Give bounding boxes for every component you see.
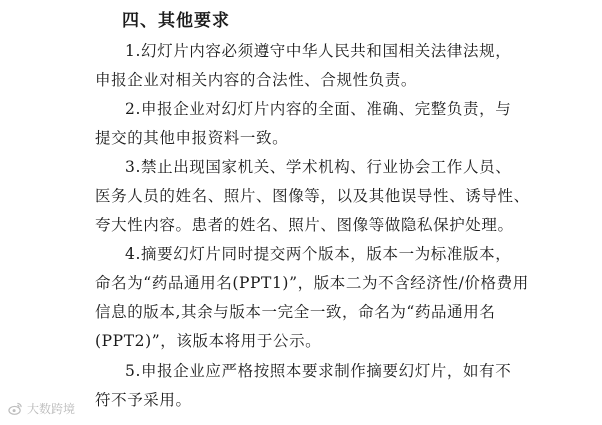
paragraph-line: 4.摘要幻灯片同时提交两个版本，版本一为标准版本，: [125, 245, 512, 263]
requirement-paragraph-5: [95, 357, 535, 415]
requirement-paragraph-1: [95, 37, 535, 95]
paragraph-line: 2.申报企业对幻灯片内容的全面、准确、完整负责，与: [125, 100, 512, 118]
requirement-paragraph-4: [95, 240, 535, 356]
paragraph-line: 医务人员的姓名、照片、图像等，以及其他误导性、诱导性、: [95, 187, 530, 205]
paragraph-line: (PPT2)”，该版本将用于公示。: [95, 332, 322, 350]
paragraph-line: 提交的其他申报资料一致。: [95, 129, 289, 147]
paragraph-line: 信息的版本,其余与版本一完全一致，命名为“药品通用名: [95, 303, 496, 321]
paragraph-line: 申报企业对相关内容的合法性、合规性负责。: [95, 71, 418, 89]
paragraph-line: 1.幻灯片内容必须遵守中华人民共和国相关法律法规，: [125, 42, 512, 60]
paragraph-line: 命名为“药品通用名(PPT1)”，版本二为不含经济性/价格费用: [95, 274, 529, 292]
weibo-logo-icon: [8, 401, 23, 416]
section-heading: 四、其他要求: [122, 11, 230, 31]
paragraph-line: 5.申报企业应严格按照本要求制作摘要幻灯片，如有不: [125, 362, 512, 380]
watermark-text: 大数跨境: [27, 402, 76, 416]
requirement-paragraph-2: [95, 95, 535, 153]
paragraph-line: 夸大性内容。患者的姓名、照片、图像等做隐私保护处理。: [95, 216, 514, 234]
paragraph-line: 3.禁止出现国家机关、学术机构、行业协会工作人员、: [125, 158, 512, 176]
watermark: [8, 400, 75, 417]
requirement-paragraph-3: [95, 153, 535, 240]
paragraph-line: 符不予采用。: [95, 391, 192, 409]
